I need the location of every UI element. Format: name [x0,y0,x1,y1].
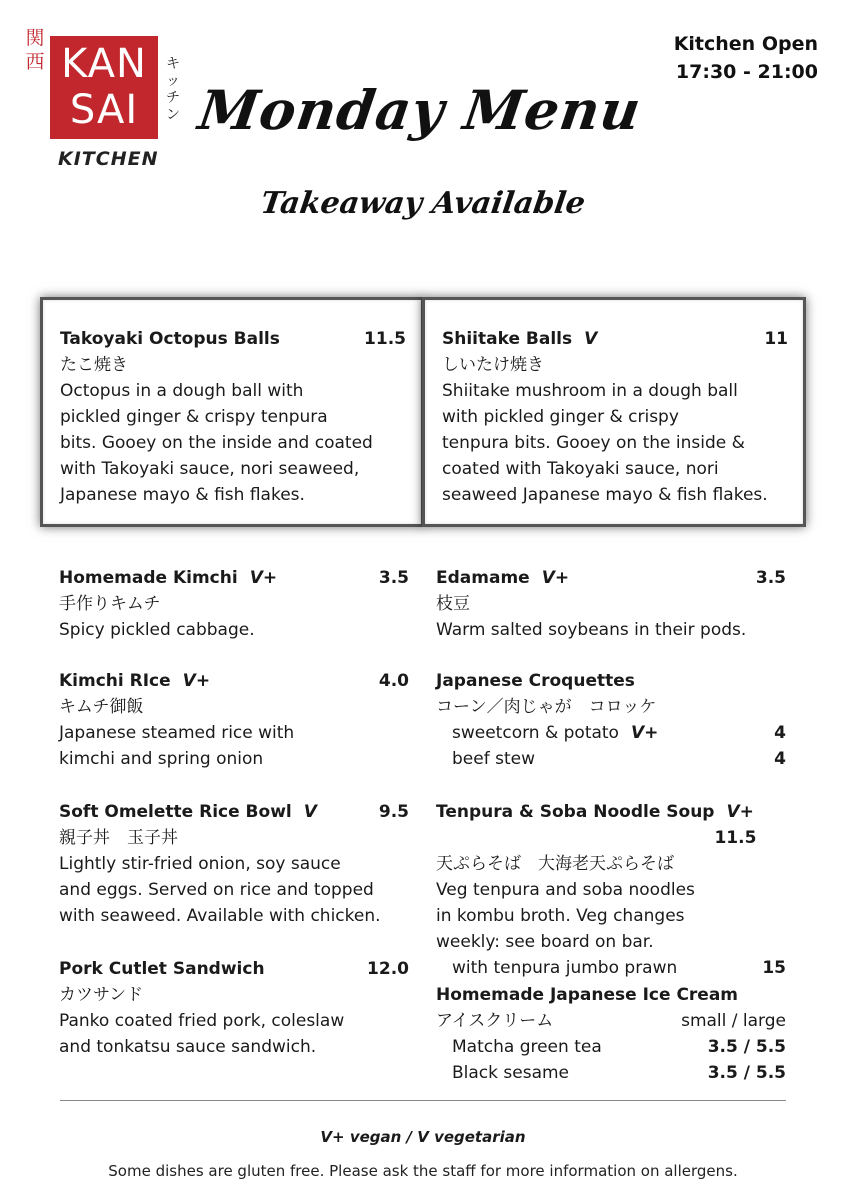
menu-item-croquettes [436,668,786,772]
item-head [436,565,786,591]
item-name: Homemade Japanese Ice Cream [436,985,739,1005]
item-head [59,956,409,982]
item-option [436,720,786,746]
item-name-wrap [60,326,292,352]
allergen-note: Some dishes are gluten free. Please ask the staff for more information on allergens. [108,1162,738,1180]
item-desc-line: weekly: see board on bar. [436,932,654,952]
item-desc-line: Lightly stir-fried onion, soy sauce [59,854,341,874]
item-japanese: キムチ御飯 [59,697,144,717]
item-name: Homemade Kimchi [59,568,238,588]
item-desc-line: Warm salted soybeans in their pods. [436,620,747,640]
item-japanese: 天ぷらそば 大海老天ぷらそば [436,854,674,874]
item-japanese: アイスクリーム [436,1011,554,1031]
item-name-wrap [59,668,210,694]
item-name: Pork Cutlet Sandwich [59,959,265,979]
menu-item-pork-cutlet-sandwich [59,956,409,1060]
menu-item-kimchi [59,565,409,643]
item-desc-line: with pickled ginger & crispy [442,407,679,427]
option-label-wrap [452,720,658,746]
item-japanese: 手作りキムチ [59,594,161,614]
item-price: 9.5 [378,802,409,822]
item-name-wrap [442,326,597,352]
item-desc-line: and tonkatsu sauce sandwich. [59,1037,317,1057]
item-desc-line: Panko coated fried pork, coleslaw [59,1011,345,1031]
item-desc-line: Japanese mayo & fish flakes. [60,485,305,505]
item-desc-line: seaweed Japanese mayo & fish flakes. [442,485,768,505]
menu-item [60,326,406,508]
item-japanese: カツサンド [59,985,144,1005]
logo-katakana-char: キ [166,56,180,72]
option-price: 4 [774,749,786,769]
menu-item-ice-cream [436,982,786,1086]
option-label: beef stew [452,749,535,769]
logo-line-2: SAI [69,87,139,133]
item-head [59,799,409,825]
item-name: Shiitake Balls [442,329,573,349]
item-head [60,326,406,352]
item-price: 3.5 [378,568,409,588]
option-price: 4 [774,723,786,743]
item-name: Kimchi RIce [59,671,171,691]
menu-item-soba-soup [436,799,786,981]
item-desc-line: Veg tenpura and soba noodles [436,880,695,900]
item-japanese: しいたけ焼き [442,355,544,375]
diet-tag: V+ [726,802,754,822]
item-japanese: 親子丼 玉子丼 [59,828,178,848]
hours-value: 17:30 - 21:00 [675,61,818,83]
item-head [59,668,409,694]
diet-tag: V+ [182,671,211,691]
menu-item-kimchi-rice [59,668,409,772]
item-name-wrap [59,565,277,591]
logo-kanji [24,26,46,74]
item-option [436,955,786,981]
item-name: Japanese Croquettes [436,671,635,691]
item-price: 4.0 [378,671,409,691]
item-price: 12.0 [367,959,409,979]
item-option [436,746,786,772]
item-head [442,326,788,352]
kitchen-hours [674,30,818,86]
item-japanese: コーン／肉じゃが コロッケ [436,697,657,717]
page-title: Monday Menu [194,78,646,142]
item-desc-line: with Takoyaki sauce, nori seaweed, [60,459,360,479]
diet-tag: V [584,329,598,349]
item-name-wrap [59,956,277,982]
item-price: 3.5 [755,568,786,588]
item-name: Tenpura & Soba Noodle Soup [436,802,715,822]
item-desc-line: kimchi and spring onion [59,749,264,769]
item-name-wrap [59,799,317,825]
item-desc-line: coated with Takoyaki sauce, nori [442,459,719,479]
featured-box-shiitake [422,297,806,527]
item-desc-line: in kombu broth. Veg changes [436,906,685,926]
option-price: 3.5 / 5.5 [707,1037,786,1057]
footer-divider [60,1100,786,1101]
item-japanese: 枝豆 [436,594,470,614]
item-option [436,1034,786,1060]
item-price: 11 [764,329,788,349]
logo-katakana-char: ッ [166,73,180,89]
item-head [59,565,409,591]
size-labels: small / large [681,1011,786,1031]
diet-tag: V+ [541,568,570,588]
item-name: Soft Omelette Rice Bowl [59,802,292,822]
option-label: Black sesame [452,1063,570,1083]
item-japanese-row [436,1008,786,1034]
item-name: Takoyaki Octopus Balls [60,329,280,349]
menu-item-omelette-rice-bowl [59,799,409,929]
featured-box-takoyaki [40,297,424,527]
diet-tag: V+ [249,568,278,588]
diet-legend: V+ vegan / V vegetarian [320,1128,526,1146]
item-desc-line: tenpura bits. Gooey on the inside & [442,433,745,453]
item-name-wrap [436,565,569,591]
hours-label: Kitchen Open [673,33,818,55]
item-desc-line: pickled ginger & crispy tenpura [60,407,328,427]
logo-kanji-char: 西 [25,51,45,73]
logo [50,36,158,139]
item-head [436,668,786,694]
option-label: sweetcorn & potato [452,723,619,743]
item-desc-line: Spicy pickled cabbage. [59,620,255,640]
item-price: 11.5 [714,828,757,848]
item-desc-line: and eggs. Served on rice and topped [59,880,374,900]
item-price-wrap [714,799,786,851]
logo-katakana-char: ン [166,107,180,123]
option-price: 15 [762,958,786,978]
item-desc-line: Shiitake mushroom in a dough ball [442,381,738,401]
option-label: with tenpura jumbo prawn [452,958,678,978]
logo-kitchen-text: KITCHEN [58,148,159,170]
logo-kanji-char: 関 [25,27,45,49]
item-price: 11.5 [364,329,406,349]
menu-item-edamame [436,565,786,643]
option-price: 3.5 / 5.5 [707,1063,786,1083]
item-head [436,982,786,1008]
logo-line-1: KAN [61,41,147,87]
menu-item [442,326,788,508]
item-name: Edamame [436,568,530,588]
option-label: Matcha green tea [452,1037,602,1057]
diet-tag: V+ [630,723,659,743]
item-option [436,1060,786,1086]
diet-tag: V [303,802,317,822]
page-subtitle: Takeaway Available [258,186,588,221]
item-japanese: たこ焼き [60,355,128,375]
logo-katakana-char: チ [166,90,180,106]
item-desc-line: with seaweed. Available with chicken. [59,906,381,926]
item-desc-line: Japanese steamed rice with [59,723,295,743]
item-desc-line: bits. Gooey on the inside and coated [60,433,373,453]
item-head [436,799,786,851]
item-desc-line: Octopus in a dough ball with [60,381,304,401]
